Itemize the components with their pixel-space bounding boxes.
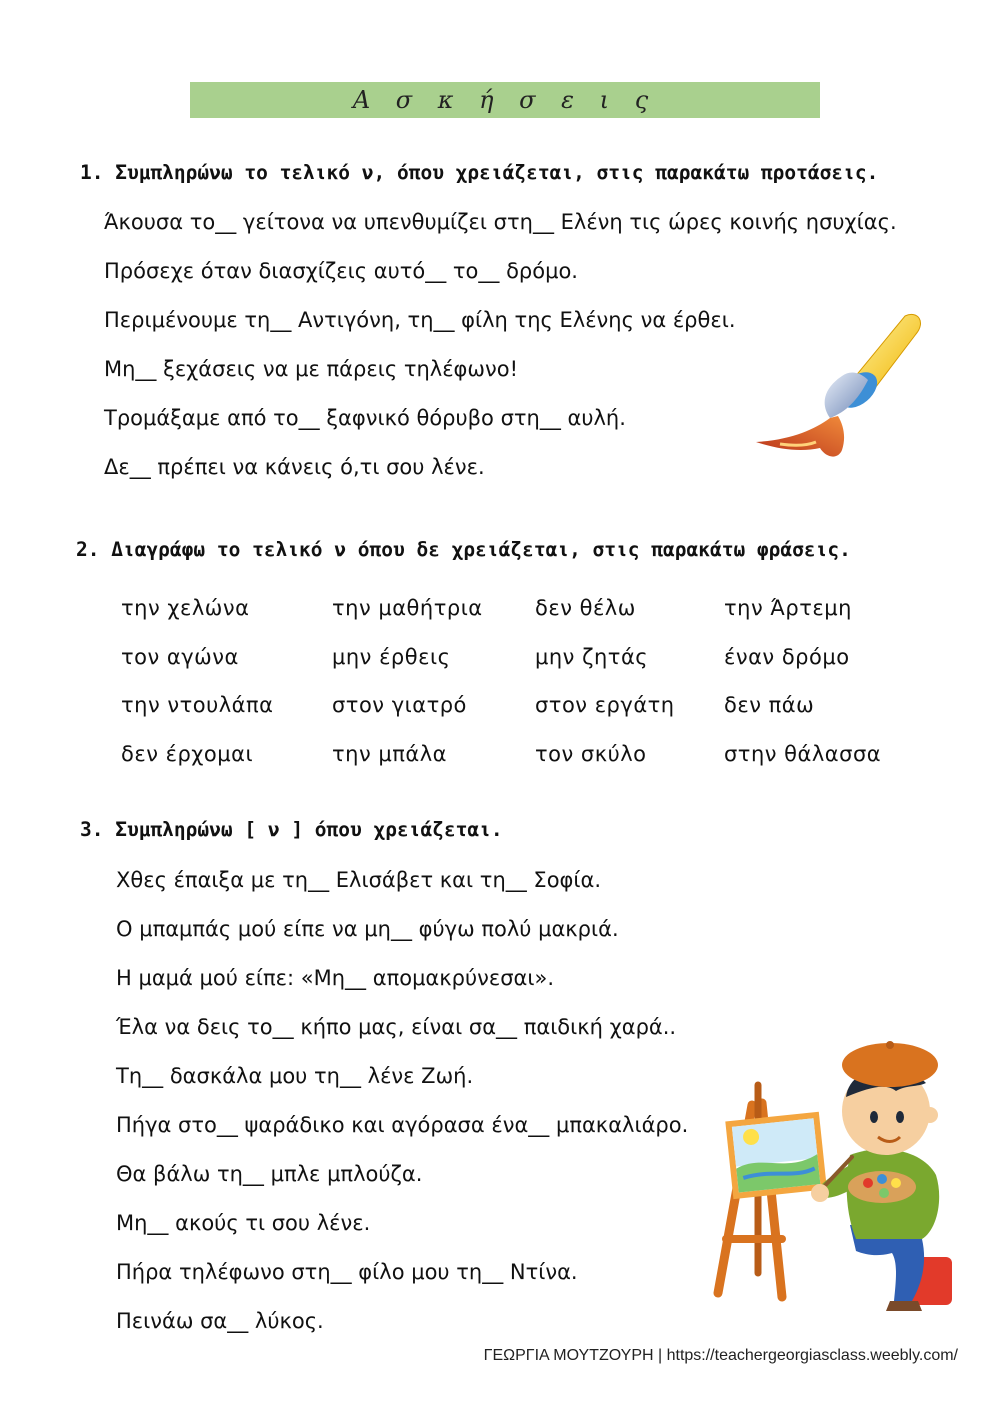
exercise-1-heading: 1. Συμπληρώνω το τελικό ν, όπου χρειάζεται, στις παρακάτω προτάσεις. xyxy=(80,161,879,184)
phrase-item: την χελώνα xyxy=(121,596,250,620)
phrase-item: στην θάλασσα xyxy=(724,742,882,766)
exercise-3-line: Πήρα τηλέφωνο στη__ φίλο μου τη__ Ντίνα. xyxy=(116,1260,578,1284)
exercise-1-line: Άκουσα το__ γείτονα να υπενθυμίζει στη__ Ελένη τις ώρες κοινής ησυχίας. xyxy=(104,210,897,234)
paintbrush-icon xyxy=(750,308,925,473)
exercise-3-line: Μη__ ακούς τι σου λένε. xyxy=(116,1211,371,1235)
exercise-1-line: Δε__ πρέπει να κάνεις ό,τι σου λένε. xyxy=(104,455,485,479)
exercise-1-line: Περιμένουμε τη__ Αντιγόνη, τη__ φίλη της Ελένης να έρθει. xyxy=(104,308,736,332)
exercise-3-line: Τη__ δασκάλα μου τη__ λένε Ζωή. xyxy=(116,1064,474,1088)
exercise-1-line: Πρόσεχε όταν διασχίζεις αυτό__ το__ δρόμο. xyxy=(104,259,578,283)
exercise-2-heading: 2. Διαγράφω το τελικό ν όπου δε χρειάζεται, στις παρακάτω φράσεις. xyxy=(76,538,851,561)
exercise-1-line: Τρομάξαμε από το__ ξαφνικό θόρυβο στη__ αυλή. xyxy=(104,406,626,430)
phrase-item: την Άρτεμη xyxy=(724,596,852,620)
phrase-item: τον αγώνα xyxy=(121,645,239,669)
exercise-3-line: Έλα να δεις το__ κήπο μας, είναι σα__ παιδική χαρά.. xyxy=(116,1015,677,1039)
exercise-1-line: Μη__ ξεχάσεις να με πάρεις τηλέφωνο! xyxy=(104,357,518,381)
phrase-item: δεν θέλω xyxy=(535,596,636,620)
phrase-item: στον εργάτη xyxy=(535,693,675,717)
exercise-3-line: Ο μπαμπάς μού είπε να μη__ φύγω πολύ μακριά. xyxy=(116,917,619,941)
phrase-item: δεν έρχομαι xyxy=(121,742,254,766)
footer-credit: ΓΕΩΡΓΙΑ ΜΟΥΤΖΟΥΡΗ | https://teachergeorgiasclass.weebly.com/ xyxy=(483,1347,958,1364)
exercise-3-line: Χθες έπαιξα με τη__ Ελισάβετ και τη__ Σοφία. xyxy=(116,868,602,892)
phrase-item: μην έρθεις xyxy=(332,645,451,669)
phrase-item: την μπάλα xyxy=(332,742,447,766)
page-title: Α σ κ ή σ ε ι ς xyxy=(352,86,658,114)
phrase-item: την ντουλάπα xyxy=(121,693,274,717)
phrase-item: έναν δρόμο xyxy=(724,645,850,669)
phrase-item: δεν πάω xyxy=(724,693,815,717)
phrase-item: μην ζητάς xyxy=(535,645,649,669)
title-bar xyxy=(190,82,820,118)
exercise-3-line: Η μαμά μού είπε: «Μη__ απομακρύνεσαι». xyxy=(116,966,554,990)
phrase-item: τον σκύλο xyxy=(535,742,647,766)
exercise-3-line: Θα βάλω τη__ μπλε μπλούζα. xyxy=(116,1162,423,1186)
exercise-3-line: Πήγα στο__ ψαράδικο και αγόρασα ένα__ μπακαλιάρο. xyxy=(116,1113,689,1137)
painter-boy-icon xyxy=(700,1025,960,1315)
phrase-item: στον γιατρό xyxy=(332,693,467,717)
exercise-3-heading: 3. Συμπληρώνω [ ν ] όπου χρειάζεται. xyxy=(80,818,503,841)
exercise-3-line: Πεινάω σα__ λύκος. xyxy=(116,1309,324,1333)
phrase-item: την μαθήτρια xyxy=(332,596,483,620)
